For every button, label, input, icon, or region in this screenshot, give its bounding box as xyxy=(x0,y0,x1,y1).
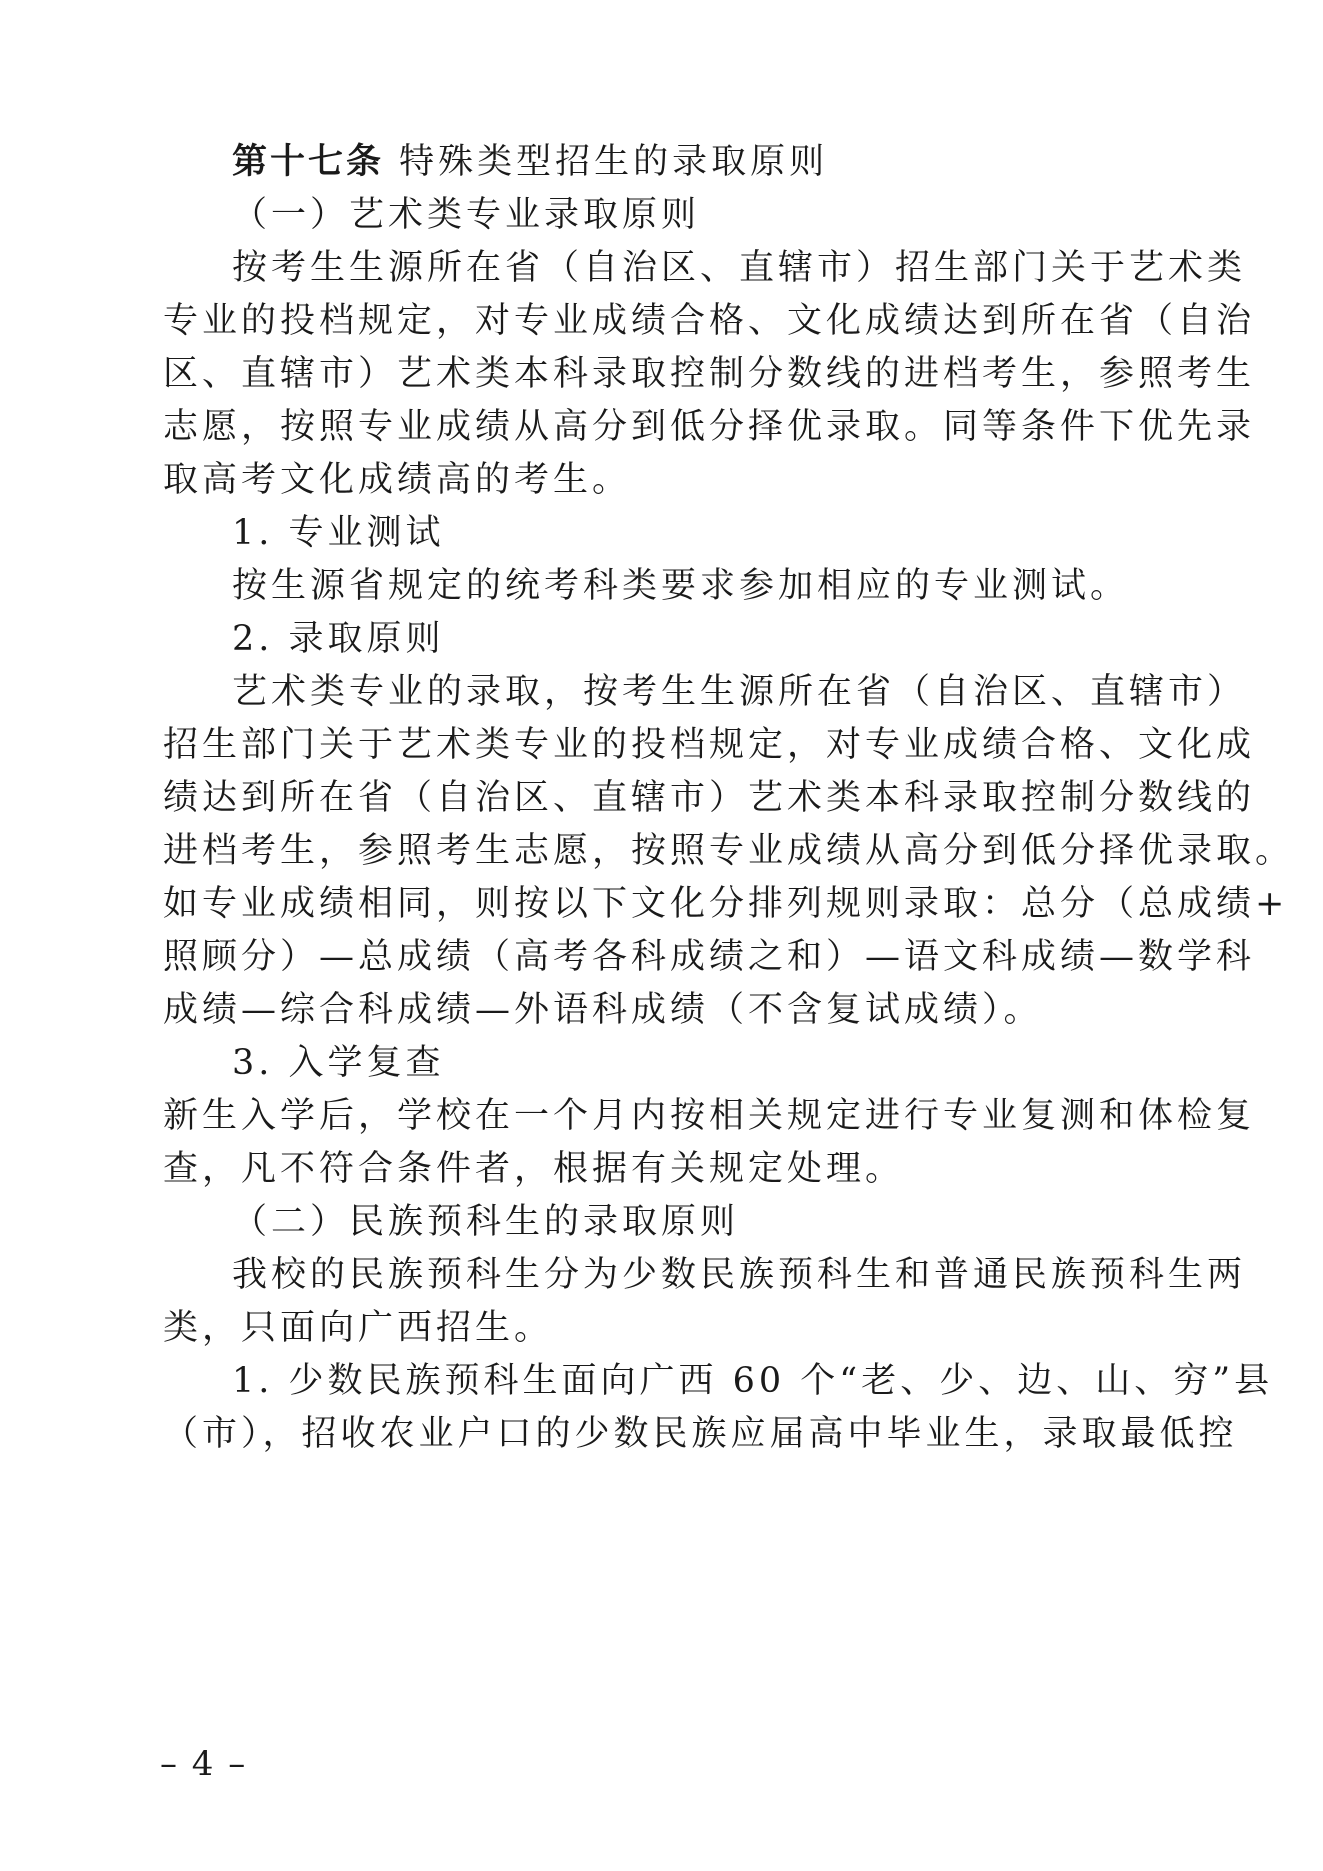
paragraph-line: 类，只面向广西招生。 xyxy=(163,1308,554,1348)
paragraph-line: 志愿，按照专业成绩从高分到低分择优录取。同等条件下优先录 xyxy=(163,407,1256,447)
paragraph-line: 取高考文化成绩高的考生。 xyxy=(163,460,632,500)
subheading-enrollment-review: 3. 入学复查 xyxy=(232,1043,445,1083)
paragraph-line: 1. 少数民族预科生面向广西 60 个“老、少、边、山、穷”县 xyxy=(232,1361,1274,1401)
subheading-admission-principle: 2. 录取原则 xyxy=(232,619,445,659)
section-heading-art: （一）艺术类专业录取原则 xyxy=(232,195,701,235)
paragraph-line: 我校的民族预科生分为少数民族预科生和普通民族预科生两 xyxy=(232,1255,1247,1295)
section-heading-preparatory: （二）民族预科生的录取原则 xyxy=(232,1202,740,1242)
paragraph-line: 新生入学后，学校在一个月内按相关规定进行专业复测和体检复 xyxy=(163,1096,1256,1136)
article-number: 第十七条 xyxy=(232,142,385,182)
paragraph-line: 成绩—综合科成绩—外语科成绩（不含复试成绩）。 xyxy=(163,990,1043,1030)
paragraph-line: 专业的投档规定，对专业成绩合格、文化成绩达到所在省（自治 xyxy=(163,301,1256,341)
paragraph-line: 照顾分）—总成绩（高考各科成绩之和）—语文科成绩—数学科 xyxy=(163,937,1256,977)
paragraph-line: 艺术类专业的录取，按考生生源所在省（自治区、直辖市） xyxy=(232,672,1247,712)
paragraph-line: 招生部门关于艺术类专业的投档规定，对专业成绩合格、文化成 xyxy=(163,725,1256,765)
paragraph-line: 绩达到所在省（自治区、直辖市）艺术类本科录取控制分数线的 xyxy=(163,778,1256,818)
paragraph-line: 按考生生源所在省（自治区、直辖市）招生部门关于艺术类 xyxy=(232,248,1247,288)
page-number: – 4 – xyxy=(160,1744,248,1784)
subheading-professional-test: 1. 专业测试 xyxy=(232,513,445,553)
paragraph-line: （市），招收农业户口的少数民族应届高中毕业生，录取最低控 xyxy=(163,1414,1238,1454)
paragraph-line: 如专业成绩相同，则按以下文化分排列规则录取：总分（总成绩+ xyxy=(163,884,1289,924)
paragraph-line: 进档考生，参照考生志愿，按照专业成绩从高分到低分择优录取。 xyxy=(163,831,1295,871)
paragraph-line: 按生源省规定的统考科类要求参加相应的专业测试。 xyxy=(232,566,1130,606)
paragraph-line: 区、直辖市）艺术类本科录取控制分数线的进档考生，参照考生 xyxy=(163,354,1256,394)
paragraph-line: 查，凡不符合条件者，根据有关规定处理。 xyxy=(163,1149,905,1189)
article-title: 特殊类型招生的录取原则 xyxy=(399,142,829,182)
